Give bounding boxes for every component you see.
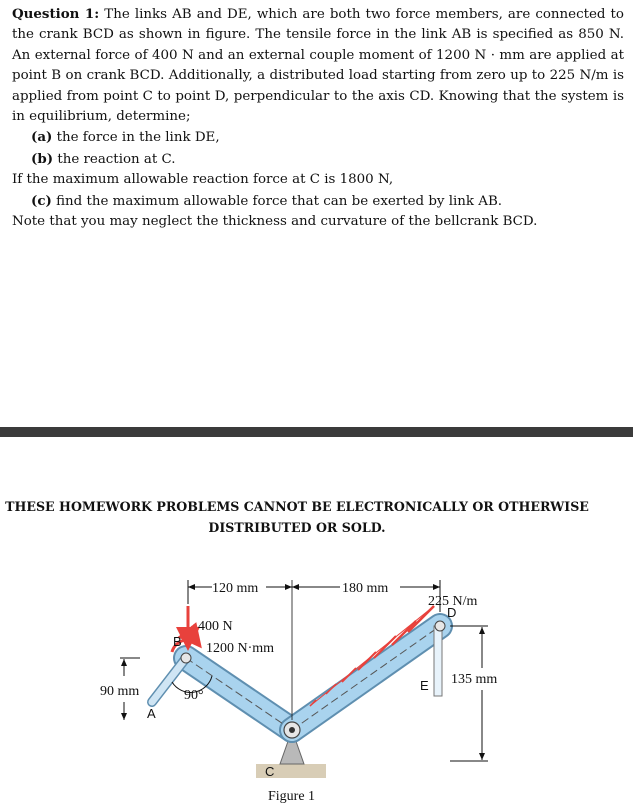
label-e: E xyxy=(420,678,429,693)
figure-diagram xyxy=(0,560,633,812)
dim-90: 90 mm xyxy=(100,684,140,699)
angle-label: 90° xyxy=(184,688,204,703)
label-c: C xyxy=(265,764,275,779)
note-text: Note that you may neglect the thickness and curvature of the bellcrank BCD. xyxy=(12,214,538,230)
pin-d xyxy=(435,621,445,631)
condition-text: If the maximum allowable reaction force at C is 1800 N, xyxy=(12,172,394,188)
load-label: 225 N/m xyxy=(428,594,478,609)
dim-120: 120 mm xyxy=(212,581,259,596)
label-b: B xyxy=(173,634,182,649)
question-label: Question 1: xyxy=(12,6,100,22)
moment-label: 1200 N·mm xyxy=(206,641,275,656)
question-text xyxy=(12,4,624,232)
link-de xyxy=(434,626,442,696)
part-a: (a) the force in the link DE, xyxy=(31,129,220,146)
label-a: A xyxy=(147,706,156,721)
force-label: 400 N xyxy=(198,619,233,634)
copyright-notice: THESE HOMEWORK PROBLEMS CANNOT BE ELECTRONICALLY OR OTHERWISE DISTRIBUTED OR SOLD. xyxy=(5,499,589,535)
figure-caption: Figure 1 xyxy=(268,789,316,804)
pin-b xyxy=(181,653,191,663)
question-body: The links AB and DE, which are both two force members, are connected to the crank BCD as shown in figure. The tensile force in the link AB is specified as 850 N. An external force of 400 N and an external couple moment of 1200 N · mm are applied at point B on crank BCD. Additionally, a distributed load starting from zero up to 225 N/m is applied from point C to point D, perpendicular to the axis CD. Knowing that the system is in equilibrium, determine; xyxy=(12,7,624,125)
label-d: D xyxy=(447,605,457,620)
part-c: (c) find the maximum allowable force that can be exerted by link AB. xyxy=(31,192,503,209)
question-intro xyxy=(12,4,624,127)
dim-135: 135 mm xyxy=(451,672,498,687)
dim-180: 180 mm xyxy=(342,581,389,596)
part-b: (b) the reaction at C. xyxy=(31,150,176,167)
divider-bar xyxy=(0,427,633,437)
